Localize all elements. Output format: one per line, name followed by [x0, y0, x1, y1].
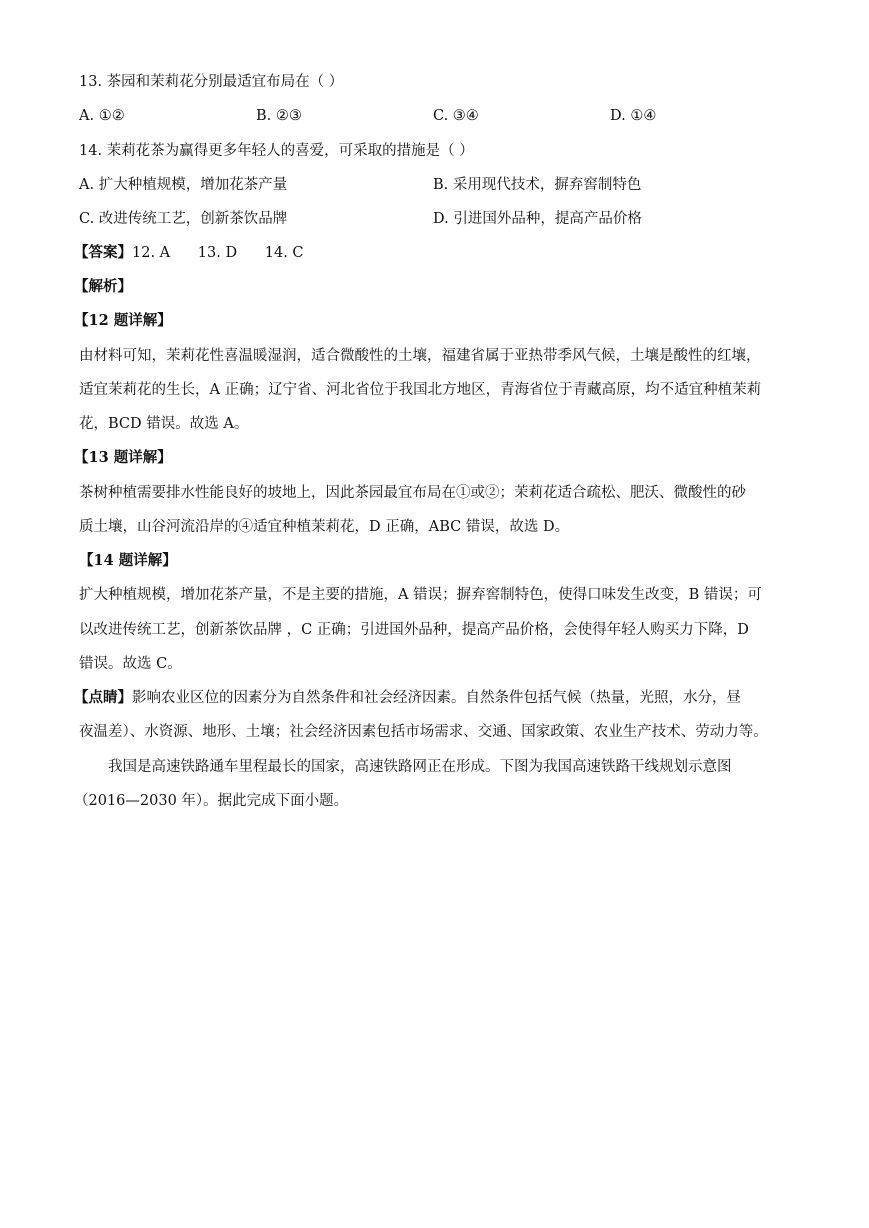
comment-line-2: 夜温差）、水资源、地形、土壤；社会经济因素包括市场需求、交通、国家政策、农业生产技术、劳动力等。 [79, 724, 768, 740]
comment-row [74, 688, 741, 708]
detail-14-line-2: 以改进传统工艺，创新茶饮品牌 ，C 正确；引进国外品种，提高产品价格，会使得年轻人购买力下降，D [79, 622, 749, 638]
detail-13-line-2: 质土壤，山谷河流沿岸的④适宜种植茉莉花，D 正确，ABC 错误，故选 D。 [79, 519, 570, 535]
question-14-option-a: A. 扩大种植规模，增加花茶产量 [79, 177, 288, 193]
answer-row [74, 243, 304, 263]
detail-14-line-1: 扩大种植规模，增加花茶产量，不是主要的措施，A 错误；摒弃窖制特色，使得口味发生改变，B 错误；可 [79, 587, 762, 603]
question-13-option-c: C. ③④ [433, 108, 479, 124]
detail-12-line-2: 适宜茉莉花的生长，A 正确；辽宁省、河北省位于我国北方地区，青海省位于青藏高原，均不适宜种植茉莉 [79, 382, 762, 398]
detail-12-line-1: 由材料可知，茉莉花性喜温暖湿润，适合微酸性的土壤，福建省属于亚热带季风气候，土壤是酸性的红壤， [79, 348, 761, 364]
question-13-option-d: D. ①④ [610, 108, 657, 124]
detail-13-line-1: 茶树种植需要排水性能良好的坡地上，因此茶园最宜布局在①或②；茉莉花适合疏松、肥沃、微酸性的砂 [79, 485, 746, 501]
question-14-stem: 14. 茉莉花茶为赢得更多年轻人的喜爱，可采取的措施是（ ） [79, 143, 474, 159]
intro-line-1: 我国是高速铁路通车里程最长的国家，高速铁路网正在形成。下图为我国高速铁路干线规划示意图 [108, 759, 732, 775]
answer-text: 12. A 13. D 14. C [132, 245, 304, 261]
question-14-option-d: D. 引进国外品种，提高产品价格 [433, 211, 642, 227]
detail-12-line-3: 花，BCD 错误。故选 A。 [79, 416, 249, 432]
question-13-option-b: B. ②③ [256, 108, 302, 124]
detail-12-heading: 【12 题详解】 [74, 312, 172, 329]
detail-14-line-3: 错误。故选 C。 [79, 656, 182, 672]
answer-label: 【答案】 [74, 244, 132, 261]
question-14-option-b: B. 采用现代技术，摒弃窖制特色 [433, 177, 642, 193]
comment-label: 【点睛】 [74, 689, 132, 706]
detail-14-heading: 【14 题详解】 [79, 552, 177, 569]
question-13-option-a: A. ①② [79, 108, 125, 124]
detail-13-heading: 【13 题详解】 [74, 449, 172, 466]
comment-line-1: 影响农业区位的因素分为自然条件和社会经济因素。自然条件包括气候（热量，光照，水分，昼 [132, 690, 741, 706]
analysis-heading: 【解析】 [74, 278, 132, 295]
intro-line-2: （2016—2030 年）。据此完成下面小题。 [74, 793, 349, 809]
question-13-stem: 13. 茶园和茉莉花分别最适宜布局在（ ） [79, 74, 344, 90]
question-14-option-c: C. 改进传统工艺，创新茶饮品牌 [79, 211, 288, 227]
